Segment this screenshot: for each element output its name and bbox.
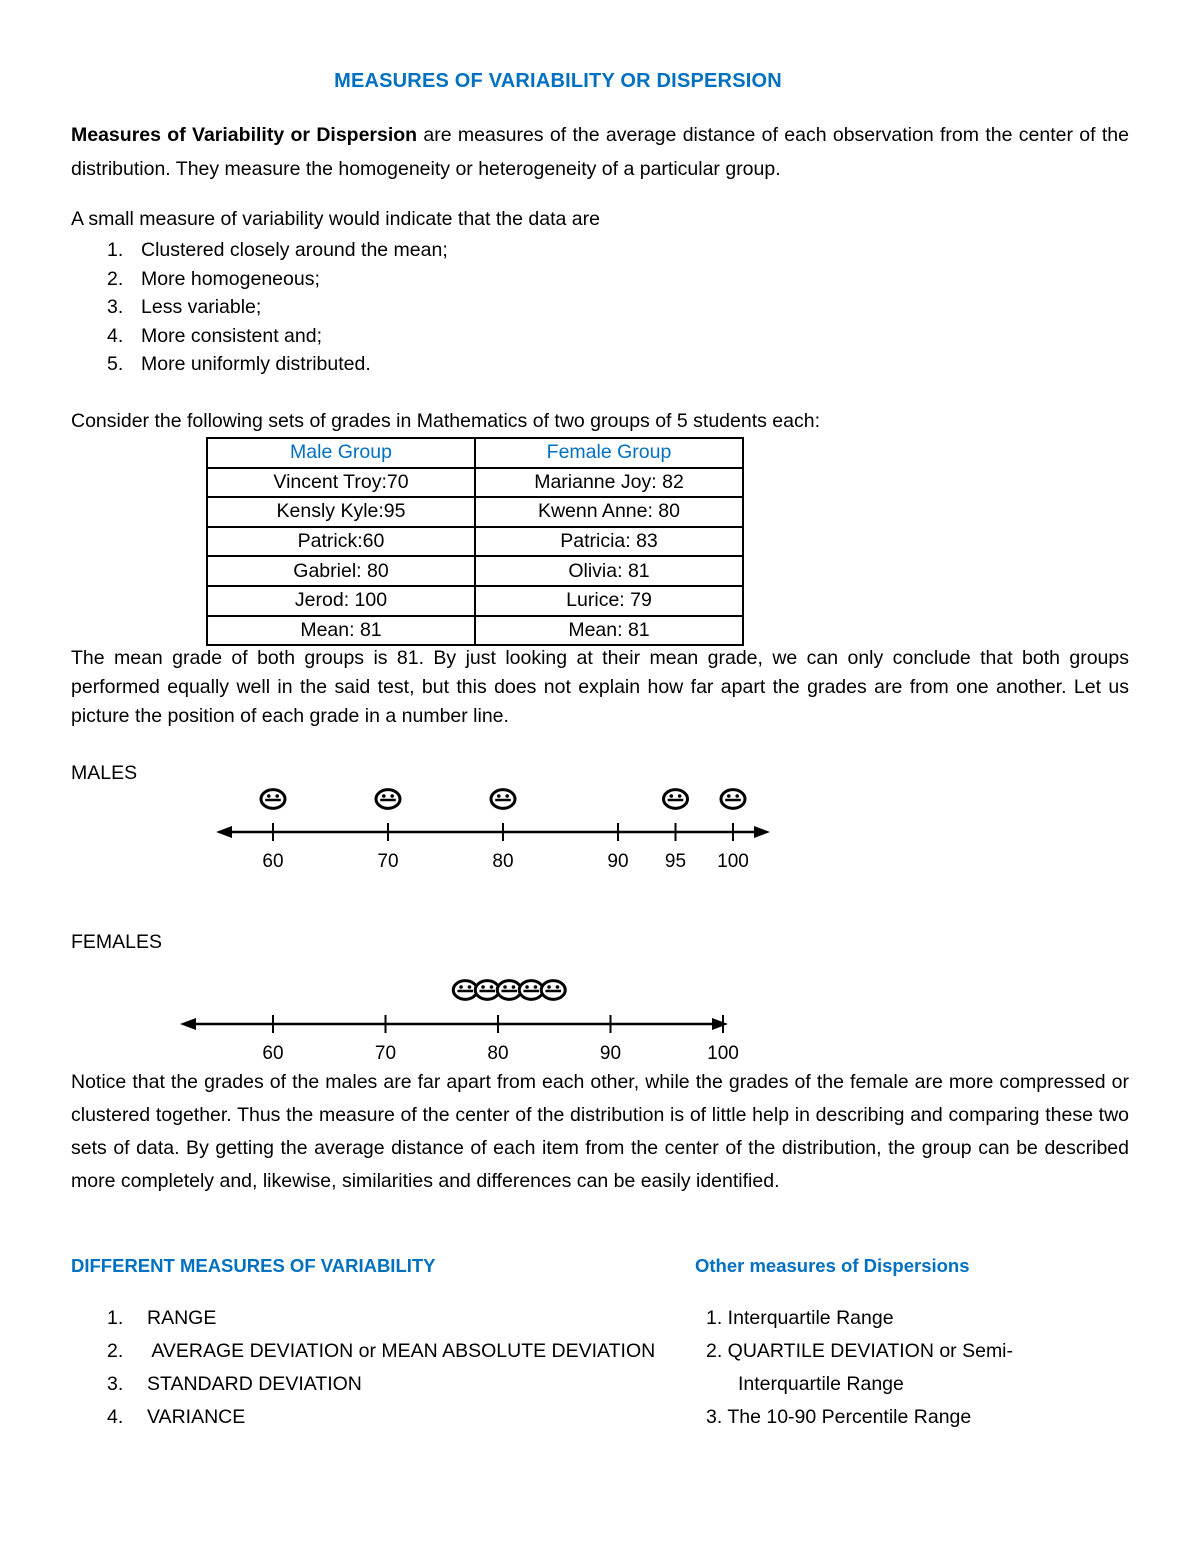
tick-label: 100 — [717, 851, 749, 872]
grade-marker-icon — [519, 981, 543, 1000]
table-row — [207, 468, 743, 498]
different-measures-heading: DIFFERENT MEASURES OF VARIABILITY — [71, 1255, 436, 1276]
page-title: MEASURES OF VARIABILITY OR DISPERSION — [334, 70, 782, 92]
grade-marker-icon — [261, 790, 285, 809]
intro-term: Measures of Variability or Dispersion — [71, 124, 418, 146]
table-cell: Marianne Joy: 82 — [475, 468, 743, 498]
grade-marker-icon — [453, 981, 477, 1000]
small-measure-lead: A small measure of variability would indicate that the data are — [71, 208, 600, 230]
list-item: 2. QUARTILE DEVIATION or Semi- — [706, 1340, 1014, 1362]
intro-paragraph — [71, 118, 1129, 186]
tick-label: 100 — [707, 1043, 739, 1064]
table-row — [207, 556, 743, 586]
table-row — [207, 497, 743, 527]
list-item: 1. RANGE — [107, 1307, 217, 1329]
right-arrow-icon — [754, 826, 770, 838]
table-row — [207, 586, 743, 616]
tick-label: 90 — [599, 1043, 622, 1064]
grade-marker-icon — [376, 790, 400, 809]
intro-text: are measures of the average distance of each observation from the center of the distribution. They measure the homogeneity or heterogeneity of a particular group. — [71, 124, 1129, 180]
table-cell: Lurice: 79 — [475, 586, 743, 616]
table-cell: Gabriel: 80 — [207, 556, 475, 586]
other-measures-list — [706, 1302, 1013, 1434]
list-item: 2. More homogeneous; — [107, 267, 320, 290]
notice-paragraph: Notice that the grades of the males are far apart from each other, while the grades of the female are more compressed or clustered together. Thus the measure of the center of the distribution is of little help in describing and comparing these two sets of data. By getting the average distance of each item from the center of the distribution, the group can be described more completely and, likewise, similarities and differences can be easily identified. — [71, 1071, 1129, 1192]
grades-table — [206, 437, 744, 646]
list-item: 3. The 10-90 Percentile Range — [706, 1406, 972, 1428]
table-cell: Vincent Troy:70 — [207, 468, 475, 498]
females-label: FEMALES — [71, 931, 163, 953]
tick-label: 80 — [487, 1043, 509, 1064]
tick-label: 70 — [377, 851, 399, 872]
grade-marker-icon — [541, 981, 565, 1000]
males-label: MALES — [71, 762, 138, 784]
left-arrow-icon — [216, 826, 232, 838]
male-group-header: Male Group — [207, 438, 475, 468]
table-cell: Mean: 81 — [207, 616, 475, 646]
tick-label: 80 — [492, 851, 514, 872]
table-cell: Jerod: 100 — [207, 586, 475, 616]
males-number-line — [0, 780, 1200, 880]
list-item: 4. VARIANCE — [107, 1406, 246, 1428]
grade-marker-icon — [491, 790, 515, 809]
list-item: 2. AVERAGE DEVIATION or MEAN ABSOLUTE DEVIATION — [107, 1340, 656, 1362]
list-item: 4. More consistent and; — [107, 324, 323, 347]
table-cell: Olivia: 81 — [475, 556, 743, 586]
list-item: 3. Less variable; — [107, 296, 262, 318]
other-measures-heading: Other measures of Dispersions — [695, 1255, 970, 1276]
different-measures-list — [107, 1302, 655, 1434]
mean-paragraph: The mean grade of both groups is 81. By just looking at their mean grade, we can only conclude that both groups performed equally well in the said test, but this does not explain how far apart the grades are from one another. Let us picture the position of each grade in a number line. — [71, 647, 1129, 727]
right-arrow-icon — [712, 1018, 728, 1030]
table-row — [207, 616, 743, 646]
list-item: 3. STANDARD DEVIATION — [107, 1373, 362, 1395]
tick-label: 95 — [664, 851, 687, 872]
female-group-header: Female Group — [475, 438, 743, 468]
table-row — [207, 527, 743, 557]
grade-marker-icon — [475, 981, 499, 1000]
females-number-line — [0, 970, 1200, 1070]
left-arrow-icon — [180, 1018, 196, 1030]
tick-label: 90 — [607, 851, 629, 872]
tick-label: 60 — [262, 851, 284, 872]
table-cell: Kwenn Anne: 80 — [475, 497, 743, 527]
list-item: 1. Clustered closely around the mean; — [107, 239, 448, 261]
table-cell: Patrick:60 — [207, 527, 475, 557]
list-item: 1. Interquartile Range — [706, 1307, 894, 1329]
list-item: 5. More uniformly distributed. — [107, 353, 371, 375]
table-cell: Kensly Kyle:95 — [207, 497, 475, 527]
grade-marker-icon — [497, 981, 521, 1000]
consider-line: Consider the following sets of grades in Mathematics of two groups of 5 students each: — [71, 410, 820, 432]
table-header-row — [207, 438, 743, 468]
tick-label: 60 — [262, 1043, 284, 1064]
small-measure-list — [107, 236, 448, 379]
table-cell: Patricia: 83 — [475, 527, 743, 557]
table-cell: Mean: 81 — [475, 616, 743, 646]
grade-marker-icon — [721, 790, 745, 809]
grade-marker-icon — [664, 790, 688, 809]
list-item: Interquartile Range — [738, 1373, 904, 1395]
tick-label: 70 — [374, 1043, 397, 1064]
